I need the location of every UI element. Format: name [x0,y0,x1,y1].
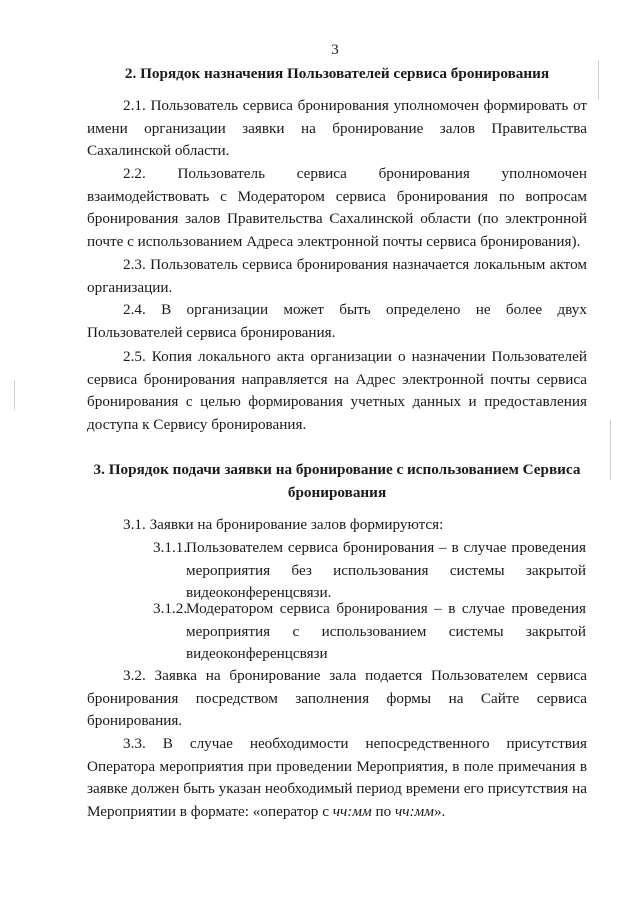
paragraph-3-2: 3.2. Заявка на бронирование зала подается Пользователем сервиса бронирования посредством заполнения формы на Сайте сервиса бронирования. [87,667,587,729]
subitem-3-1-1: Пользователем сервиса бронирования – в случае проведения мероприятия без использования системы закрытой видеоконференцсвязи. [186,539,586,601]
section-2-heading: 2. Порядок назначения Пользователей сервиса бронирования [124,65,550,82]
scan-artifact [598,60,599,100]
subitem-3-1-1-number: 3.1.1. [153,539,188,556]
subitem-3-1-2: Модератором сервиса бронирования – в случае проведения мероприятия с использованием системы закрытой видеоконференцсвязи [186,600,586,662]
section-3-heading [87,459,587,504]
paragraph-2-1: 2.1. Пользователь сервиса бронирования уполномочен формировать от имени организации заявки на бронирование залов Правительства Сахалинской области. [87,97,587,159]
scan-artifact [14,380,15,410]
paragraph-2-2: 2.2. Пользователь сервиса бронирования уполномочен взаимодействовать с Модератором сервиса бронирования по вопросам бронирования залов Правительства Сахалинской области (по электронной почте с использованием Адреса электронной почты сервиса бронирования). [87,165,587,250]
paragraph-3-3-text: 3.3. В случае необходимости непосредственного присутствия Оператора мероприятия при проведении Мероприятия, в поле примечания в заявке должен быть указан необходимый период времени его присутствия на Мероприятии в формате: «оператор с [87,735,587,820]
paragraph-2-3: 2.3. Пользователь сервиса бронирования назначается локальным актом организации. [87,256,587,296]
paragraph-3-3-end: ». [433,802,446,820]
time-end-placeholder: чч:мм [395,802,434,820]
section-3-heading-line-1: 3. Порядок подачи заявки на бронирование с использованием Сервиса [93,461,581,478]
section-3-heading-line-2: бронирования [287,483,387,501]
paragraph-2-5: 2.5. Копия локального акта организации о назначении Пользователей сервиса бронирования направляется на Адрес электронной почты сервиса бронирования с целью формирования учетных данных и предоставления доступа к Сервису бронирования. [87,348,587,433]
scan-artifact [610,420,611,480]
paragraph-3-3-mid: по [371,802,395,820]
subitem-3-1-2-number: 3.1.2. [153,600,188,617]
time-start-placeholder: чч:мм [332,802,372,820]
page-number: 3 [331,42,339,58]
paragraph-3-1: 3.1. Заявки на бронирование залов формируются: [123,516,444,533]
paragraph-3-3 [87,733,587,823]
paragraph-2-4: 2.4. В организации может быть определено не более двух Пользователей сервиса бронирования. [87,301,587,341]
